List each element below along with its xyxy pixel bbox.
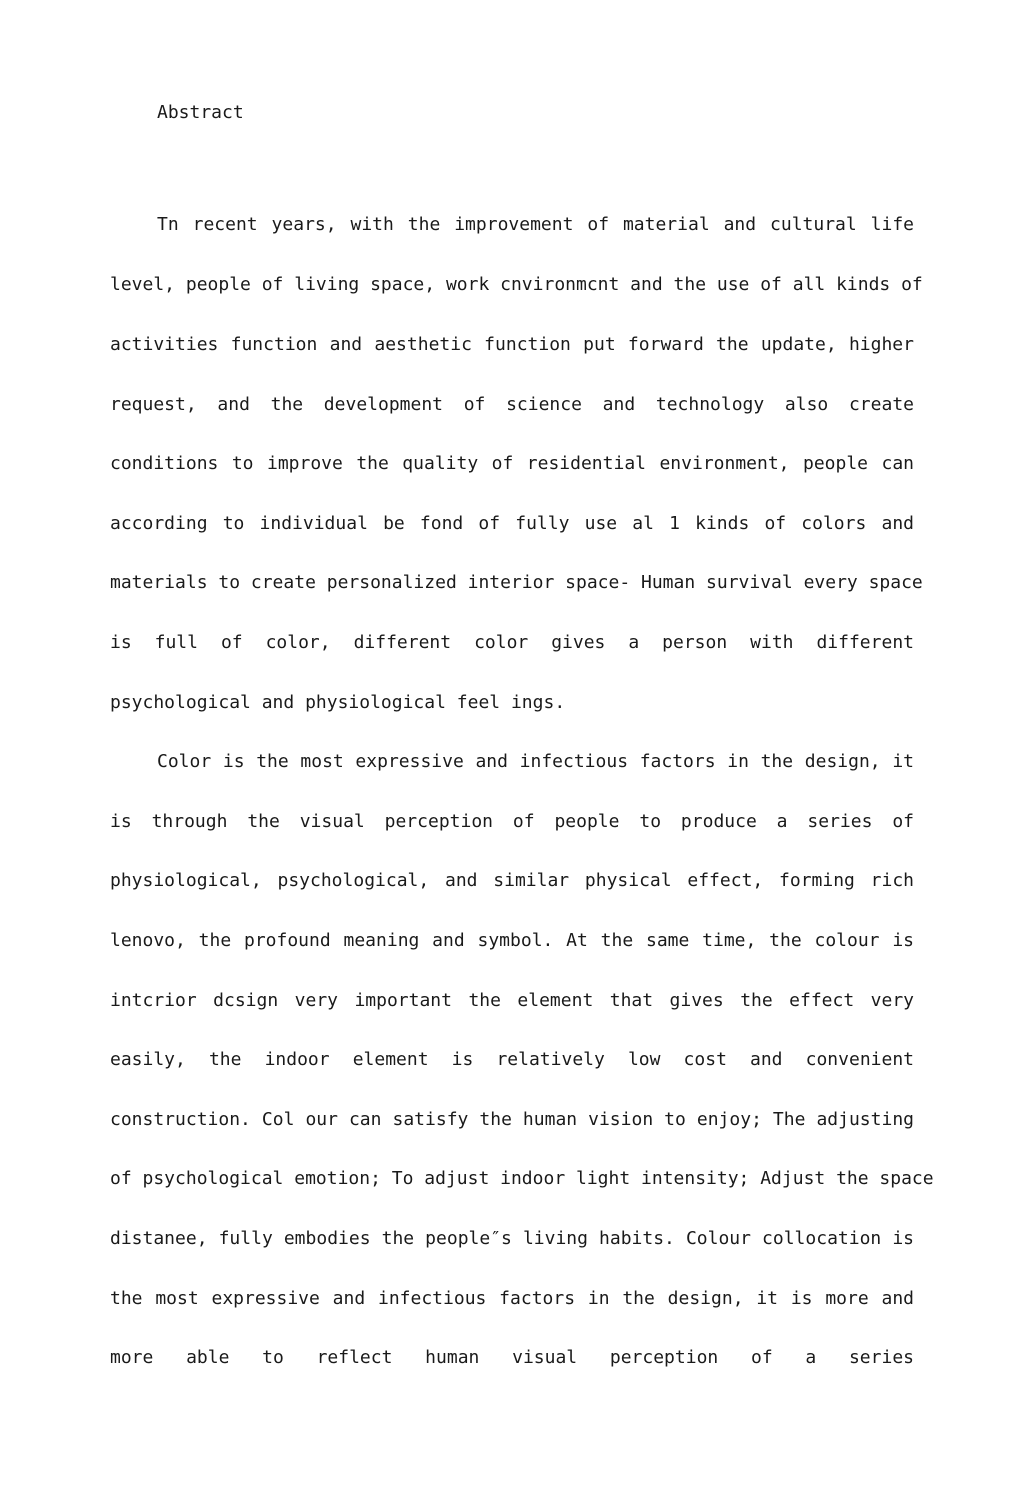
abstract-heading: Abstract bbox=[157, 102, 244, 123]
paragraph-2-line-4: lenovo, the profound meaning and symbol. At the same time, the colour is bbox=[110, 930, 914, 951]
paragraph-1-line-9: psychological and physiological feel ings. bbox=[110, 692, 566, 713]
paragraph-2-line-1: Color is the most expressive and infectious factors in the design, it bbox=[157, 751, 914, 772]
paragraph-2-line-6: easily, the indoor element is relatively low cost and convenient bbox=[110, 1049, 914, 1070]
paragraph-1-line-5: conditions to improve the quality of residential environment, people can bbox=[110, 453, 914, 474]
paragraph-1-line-4: request, and the development of science and technology also create bbox=[110, 394, 914, 415]
paragraph-1-line-3: activities function and aesthetic function put forward the update, higher bbox=[110, 334, 914, 355]
paragraph-1-line-1: Tn recent years, with the improvement of material and cultural life bbox=[157, 214, 914, 235]
paragraph-2-line-11: more able to reflect human visual perception of a series bbox=[110, 1347, 914, 1368]
paragraph-2-line-8: of psychological emotion; To adjust indoor light intensity; Adjust the space bbox=[110, 1168, 934, 1189]
paragraph-1-line-6: according to individual be fond of fully use al 1 kinds of colors and bbox=[110, 513, 914, 534]
paragraph-2-line-7: construction. Col our can satisfy the human vision to enjoy; The adjusting bbox=[110, 1109, 914, 1130]
paragraph-1-line-8: is full of color, different color gives a person with different bbox=[110, 632, 914, 653]
paragraph-1-line-7: materials to create personalized interior space- Human survival every space bbox=[110, 572, 923, 593]
paragraph-2-line-2: is through the visual perception of people to produce a series of bbox=[110, 811, 914, 832]
paragraph-2-line-5: intcrior dcsign very important the element that gives the effect very bbox=[110, 990, 914, 1011]
paragraph-1-line-2: level, people of living space, work cnvironmcnt and the use of all kinds of bbox=[110, 274, 923, 295]
paragraph-2-line-9: distanee, fully embodies the people″s living habits. Colour collocation is bbox=[110, 1228, 914, 1249]
paragraph-2-line-3: physiological, psychological, and similar physical effect, forming rich bbox=[110, 870, 914, 891]
paragraph-2-line-10: the most expressive and infectious factors in the design, it is more and bbox=[110, 1288, 914, 1309]
